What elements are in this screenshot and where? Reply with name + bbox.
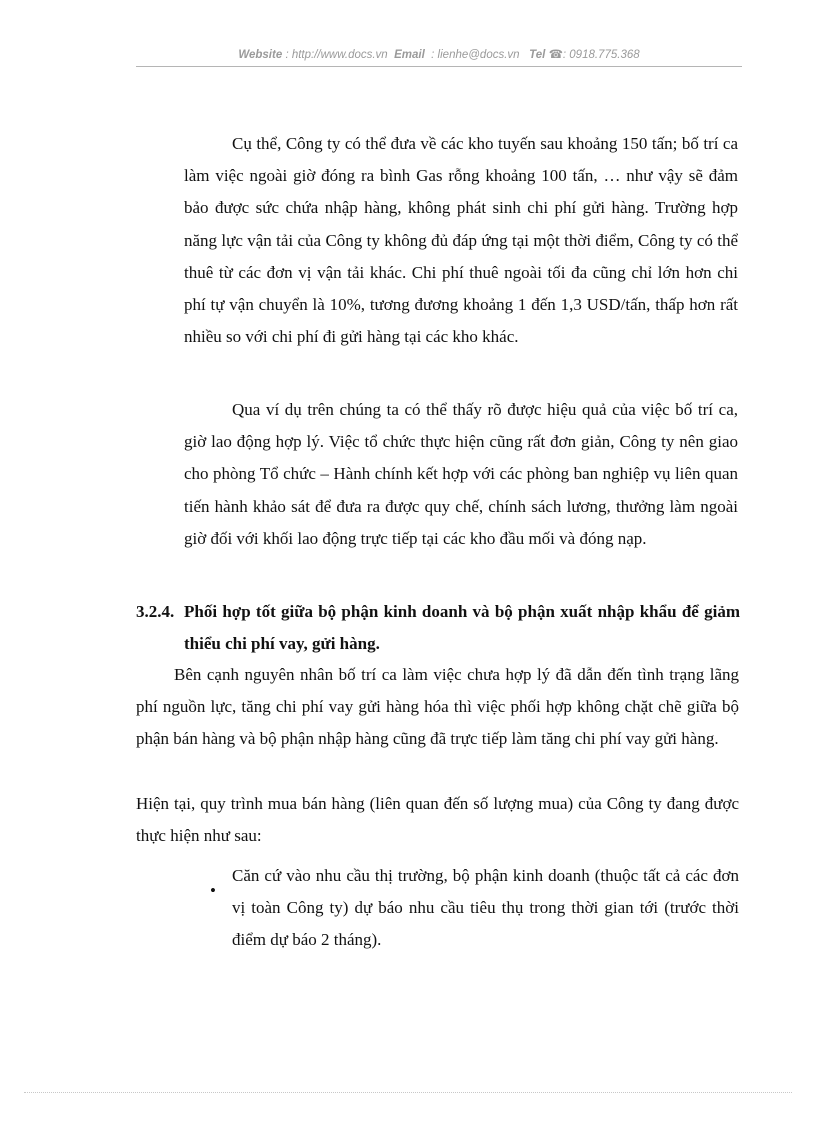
website-url[interactable]: : http://www.docs.vn (285, 49, 388, 61)
paragraph-1: Cụ thể, Công ty có thể đưa về các kho tuyến sau khoảng 150 tấn; bố trí ca làm việc ngoài giờ đóng ra bình Gas rỗng khoảng 100 tấn, … như vậy sẽ đảm bảo được sức chứa nhập hàng, không phát sinh chi phí gửi hàng. Trường hợp năng lực vận tải của Công ty không đủ đáp ứng tại một thời điểm, Công ty có thể thuê từ các đơn vị vận tải khác. Chi phí thuê ngoài tối đa cũng chỉ lớn hơn chi phí tự vận chuyển là 10%, tương đương khoảng 1 đến 1,3 USD/tấn, thấp hơn rất nhiều so với chi phí đi gửi hàng tại các kho khác. (184, 134, 738, 347)
email-label: Email (394, 49, 425, 61)
header-divider (136, 66, 742, 67)
section-title: Phối hợp tốt giữa bộ phận kinh doanh và bộ phận xuất nhập khẩu để giảm thiểu chi phí vay, gửi hàng. (184, 602, 740, 653)
tel-label: Tel (529, 49, 546, 61)
list-item: Căn cứ vào nhu cầu thị trường, bộ phận kinh doanh (thuộc tất cả các đơn vị toàn Công ty) dự báo nhu cầu tiêu thụ trong thời gian tới (trước thời điểm dự báo 2 tháng). (232, 866, 739, 950)
paragraph-3: Bên cạnh nguyên nhân bố trí ca làm việc chưa hợp lý đã dẫn đến tình trạng lãng phí nguồn lực, tăng chi phí vay gửi hàng hóa thì việc phối hợp không chặt chẽ giữa bộ phận bán hàng và bộ phận nhập hàng cũng đã trực tiếp làm tăng chi phí vay gửi hàng. (136, 665, 739, 749)
phone-number: : 0918.775.368 (562, 49, 640, 61)
paragraph-2: Qua ví dụ trên chúng ta có thể thấy rõ được hiệu quả của việc bố trí ca, giờ lao động hợp lý. Việc tổ chức thực hiện cũng rất đơn giản, Công ty nên giao cho phòng Tổ chức – Hành chính kết hợp với các phòng ban nghiệp vụ liên quan tiến hành khảo sát để đưa ra được quy chế, chính sách lương, thưởng làm ngoài giờ đối với khối lao động trực tiếp tại các kho đầu mối và đóng nạp. (184, 400, 738, 548)
footer-divider (24, 1092, 792, 1093)
email-address[interactable]: : lienhe@docs.vn (431, 49, 520, 61)
phone-icon: ☎ (548, 49, 563, 61)
website-label: Website (238, 49, 283, 61)
bullet-icon: • (210, 881, 216, 900)
paragraph-4: Hiện tại, quy trình mua bán hàng (liên quan đến số lượng mua) của Công ty đang được thực hiện như sau: (136, 794, 739, 846)
page-header (136, 47, 742, 61)
section-number: 3.2.4. (136, 602, 175, 621)
